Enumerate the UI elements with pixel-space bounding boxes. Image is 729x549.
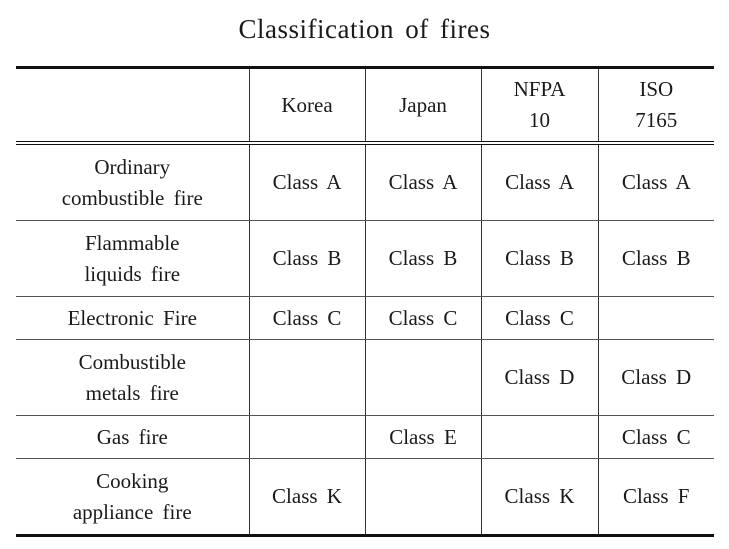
table-cell bbox=[481, 416, 598, 459]
table-cell: Class D bbox=[481, 340, 598, 416]
page-title: Classification of fires bbox=[238, 14, 491, 44]
table-cell: Class B bbox=[481, 221, 598, 297]
header-nfpa-10: NFPA 10 bbox=[481, 68, 598, 144]
table-cell: Class K bbox=[481, 459, 598, 536]
table-cell: Class B bbox=[598, 221, 714, 297]
table-header-row bbox=[16, 68, 714, 144]
table-row bbox=[16, 297, 714, 340]
header-corner-cell bbox=[16, 68, 249, 144]
table-cell bbox=[249, 340, 365, 416]
table-row bbox=[16, 459, 714, 536]
table-cell bbox=[598, 297, 714, 340]
row-label-electronic-fire: Electronic Fire bbox=[16, 297, 249, 340]
table-cell: Class C bbox=[481, 297, 598, 340]
table-cell: Class C bbox=[598, 416, 714, 459]
table-cell bbox=[365, 340, 481, 416]
table-row bbox=[16, 340, 714, 416]
table-cell: Class B bbox=[249, 221, 365, 297]
row-label-flammable-liquids-fire: Flammable liquids fire bbox=[16, 221, 249, 297]
header-korea: Korea bbox=[249, 68, 365, 144]
table-cell bbox=[365, 459, 481, 536]
table-cell: Class A bbox=[598, 143, 714, 221]
table-cell: Class A bbox=[481, 143, 598, 221]
table-cell: Class A bbox=[365, 143, 481, 221]
header-japan: Japan bbox=[365, 68, 481, 144]
table-row bbox=[16, 221, 714, 297]
row-label-combustible-metals-fire: Combustible metals fire bbox=[16, 340, 249, 416]
fire-classification-table bbox=[16, 66, 714, 537]
header-iso-7165: ISO 7165 bbox=[598, 68, 714, 144]
row-label-cooking-appliance-fire: Cooking appliance fire bbox=[16, 459, 249, 536]
table-row bbox=[16, 143, 714, 221]
table-row bbox=[16, 416, 714, 459]
table-cell: Class K bbox=[249, 459, 365, 536]
table-cell: Class E bbox=[365, 416, 481, 459]
table-cell: Class D bbox=[598, 340, 714, 416]
row-label-gas-fire: Gas fire bbox=[16, 416, 249, 459]
table-cell bbox=[249, 416, 365, 459]
table-cell: Class B bbox=[365, 221, 481, 297]
table-cell: Class C bbox=[365, 297, 481, 340]
row-label-ordinary-combustible-fire: Ordinary combustible fire bbox=[16, 143, 249, 221]
table-cell: Class C bbox=[249, 297, 365, 340]
table-cell: Class A bbox=[249, 143, 365, 221]
table-cell: Class F bbox=[598, 459, 714, 536]
